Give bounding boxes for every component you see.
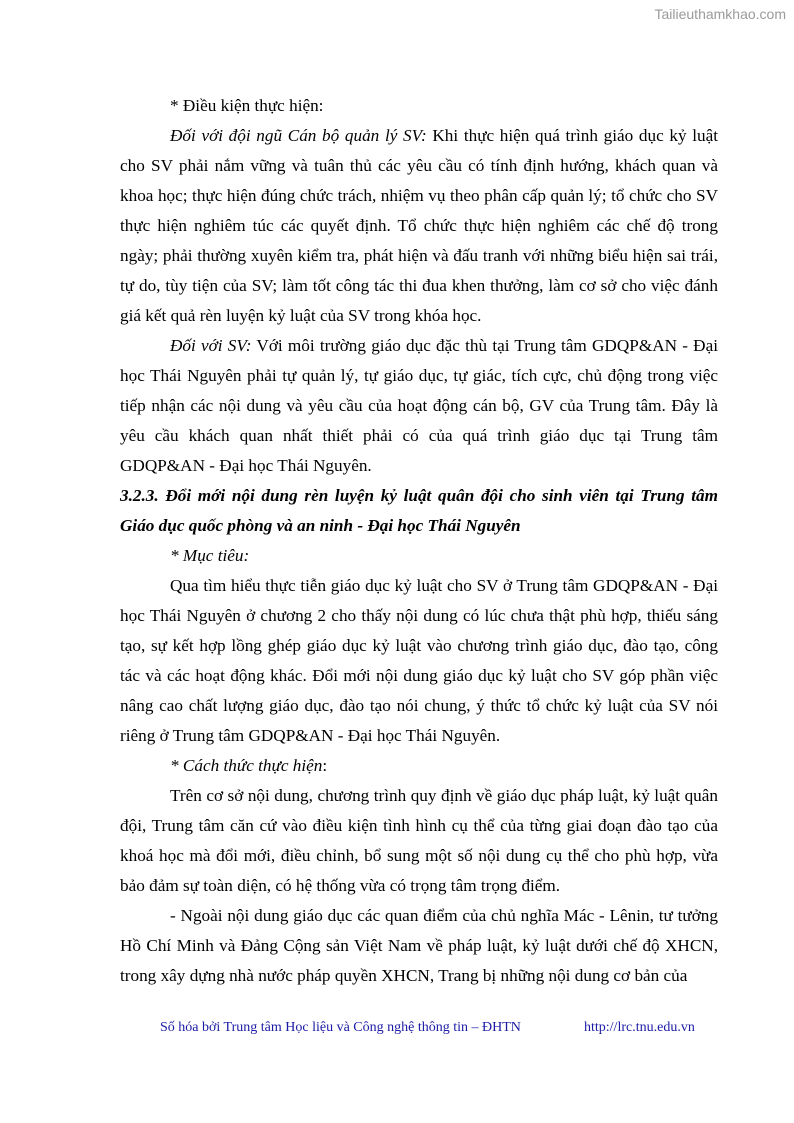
- paragraph-method: Trên cơ sở nội dung, chương trình quy định về giáo dục pháp luật, kỷ luật quân đội, Trung tâm căn cứ vào điều kiện tình hình cụ thể của từng giai đoạn đào tạo của khoá học mà đổi mới, điều chỉnh, bổ sung một số nội dung cụ thể cho phù hợp, vừa bảo đảm sự toàn diện, có hệ thống vừa có trọng tâm trọng điểm.: [120, 786, 718, 895]
- paragraph-conditions: * Điều kiện thực hiện:: [170, 96, 324, 115]
- method-label: * Cách thức thực hiện: [170, 756, 323, 775]
- footer-link[interactable]: http://lrc.tnu.edu.vn: [584, 1020, 695, 1035]
- footer-credit: Số hóa bởi Trung tâm Học liệu và Công nghệ thông tin – ĐHTN: [160, 1020, 521, 1035]
- students-text: Với môi trường giáo dục đặc thù tại Trung tâm GDQP&AN - Đại học Thái Nguyên phải tự quản lý, tự giáo dục, tự giác, tích cực, chủ động trong việc tiếp nhận các nội dung và yêu cầu của hoạt động cán bộ, GV của Trung tâm. Đây là yêu cầu khách quan nhất thiết phải có của quá trình giáo dục tại Trung tâm GDQP&AN - Đại học Thái Nguyên.: [120, 336, 718, 475]
- paragraph-method-label: [120, 751, 718, 781]
- paragraph-objective: Qua tìm hiểu thực tiễn giáo dục kỷ luật cho SV ở Trung tâm GDQP&AN - Đại học Thái Nguyên ở chương 2 cho thấy nội dung có lúc chưa thật phù hợp, thiếu sáng tạo, sự kết hợp lồng ghép giáo dục kỷ luật vào chương trình giáo dục, đào tạo, công tác và các hoạt động khác. Đổi mới nội dung giáo dục kỷ luật cho SV góp phần việc nâng cao chất lượng giáo dục, đào tạo nói chung, ý thức tổ chức kỷ luật của SV nói riêng ở Trung tâm GDQP&AN - Đại học Thái Nguyên.: [120, 576, 718, 745]
- managers-text: Khi thực hiện quá trình giáo dục kỷ luật cho SV phải nắm vững và tuân thủ các yêu cầu có tính định hướng, khách quan và khoa học; thực hiện đúng chức trách, nhiệm vụ theo phân cấp quản lý; tổ chức cho SV thực hiện nghiêm túc các quyết định. Tổ chức thực hiện nghiêm các chế độ trong ngày; phải thường xuyên kiểm tra, phát hiện và đấu tranh với những biểu hiện sai trái, tự do, tùy tiện của SV; làm tốt công tác thi đua khen thưởng, làm cơ sở cho việc đánh giá kết quả rèn luyện kỷ luật của SV trong khóa học.: [120, 126, 718, 325]
- method-colon: :: [322, 756, 328, 775]
- paragraph-students: [120, 331, 718, 481]
- paragraph-content: - Ngoài nội dung giáo dục các quan điểm của chủ nghĩa Mác - Lênin, tư tưởng Hồ Chí Minh và Đảng Cộng sản Việt Nam về pháp luật, kỷ luật dưới chế độ XHCN, trong xây dựng nhà nước pháp quyền XHCN, Trang bị những nội dung cơ bản của: [120, 906, 718, 985]
- paragraph-objective-label: * Mục tiêu:: [170, 546, 250, 565]
- section-heading: 3.2.3. Đổi mới nội dung rèn luyện kỷ luật quân đội cho sinh viên tại Trung tâm Giáo dục quốc phòng và an ninh - Đại học Thái Nguyên: [120, 486, 718, 535]
- students-label: Đối với SV:: [170, 336, 252, 355]
- watermark: Tailieuthamkhao.com: [654, 6, 786, 22]
- paragraph-managers: [120, 121, 718, 331]
- managers-label: Đối với đội ngũ Cán bộ quản lý SV:: [170, 126, 427, 145]
- document-body: [120, 91, 718, 991]
